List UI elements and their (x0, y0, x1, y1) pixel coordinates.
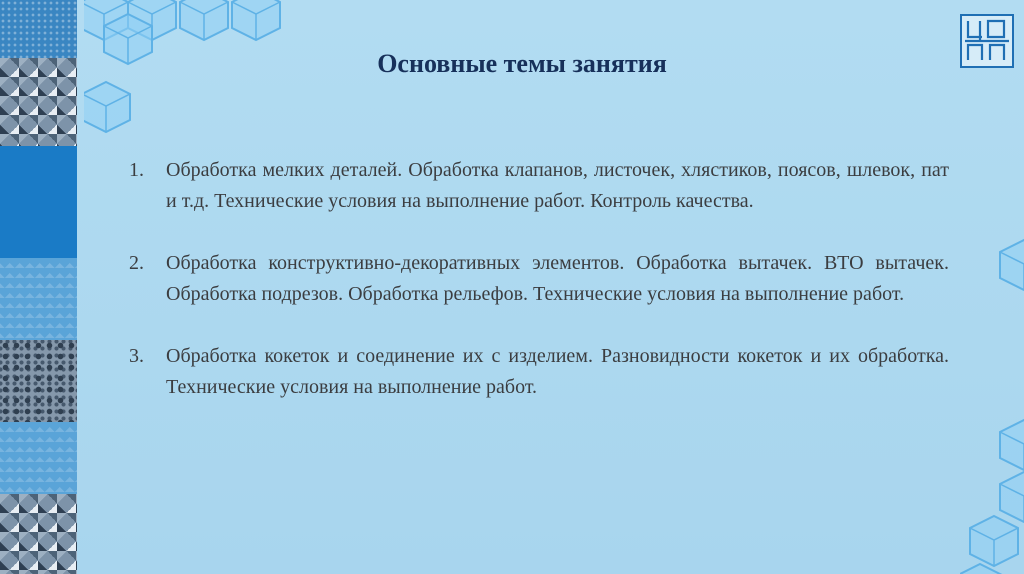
organization-logo (960, 14, 1014, 68)
topic-item (129, 341, 949, 403)
topic-text: Обработка конструктивно-декоративных элементов. Обработка вытачек. ВТО вытачек. Обработка подрезов. Обработка рельефов. Технические условия на выполнение работ. (166, 252, 949, 305)
decorative-left-strip (0, 0, 77, 574)
decorative-cubes-icon (960, 230, 1024, 574)
pattern-band (0, 258, 77, 340)
topic-number: 3. (129, 345, 144, 367)
pattern-band (0, 0, 77, 58)
pattern-band (0, 494, 77, 574)
topic-text: Обработка мелких деталей. Обработка клапанов, листочек, хлястиков, поясов, шлевок, пат и т.д. Технические условия на выполнение работ. Контроль качества. (166, 159, 949, 212)
pattern-band (0, 422, 77, 494)
topic-number: 2. (129, 252, 144, 274)
topics-list (129, 155, 949, 434)
pattern-band (0, 58, 77, 146)
pattern-band (0, 146, 77, 258)
pattern-band (0, 340, 77, 422)
topic-number: 1. (129, 159, 144, 181)
topic-item (129, 155, 949, 217)
organization-logo-icon (962, 16, 1012, 66)
topic-text: Обработка кокеток и соединение их с изделием. Разновидности кокеток и их обработка. Технические условия на выполнение работ. (166, 345, 949, 398)
slide-title: Основные темы занятия (377, 49, 667, 78)
topic-item (129, 248, 949, 310)
